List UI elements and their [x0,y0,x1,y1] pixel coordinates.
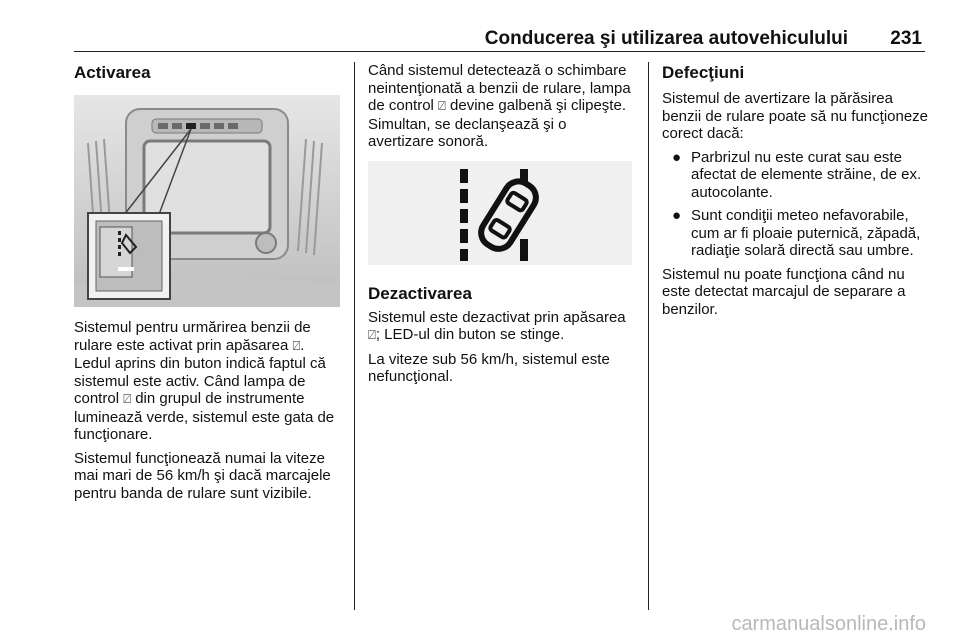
column-warning [368,62,636,392]
list-item [662,149,930,202]
lane-assist-icon: ⍁ [438,99,446,114]
lane-assist-icon: ⍁ [292,338,301,354]
bullet-icon: ● [672,148,682,166]
heading-faults: Defecţiuni [662,63,745,82]
page-section-title: Conducerea şi utilizarea autovehiculului [484,28,848,49]
column-divider-1 [354,62,355,610]
heading-activation: Activarea [74,63,151,82]
page-header [0,0,960,52]
paragraph-activation-2: Sistemul funcţionează numai la viteze mai mari de 56 km/h şi dacă marcajele pentru banda de rulare sunt vizibile. [74,449,331,502]
page-number: 231 [890,28,922,49]
paragraph-warning [368,62,636,151]
bullet-icon: ● [672,207,682,224]
text-span: Sistemul este dezactivat prin apăsarea [368,308,626,326]
list-item-text: Sunt condiţii meteo nefavorabile, cum ar fi ploaie puternică, zăpadă, radiaţie solară directă sau umbre. [691,207,921,259]
text-span: . Ledul aprins din buton indică faptul că sistemul este activ. Când lampa de control [74,336,326,407]
lane-assist-icon: ⍁ [123,392,132,407]
header-rule [74,51,925,52]
paragraph-faults-intro: Sistemul de avertizare la părăsirea benzii de rulare poate să nu funcţioneze corect dacă: [662,90,929,142]
text-span: ; LED-ul din buton se stinge. [375,326,565,343]
text-span: din grupul de instrumente luminează verde, sistemul este gata de funcţionare. [74,390,335,443]
text-span: Sistemul pentru urmărirea benzii de rulare este activat prin apăsarea [74,319,311,354]
heading-deactivation: Dezactivarea [368,283,472,303]
lane-assist-icon: ⍁ [368,328,376,343]
list-item-text: Parbrizul nu este curat sau este afectat de elemente străine, de ex. autocolante. [691,148,922,201]
text-span: devine galbenă şi clipeşte. Simultan, se declanşează şi o avertizare sonoră. [368,97,626,150]
paragraph-activation-1 [74,319,342,444]
list-item [662,207,930,260]
watermark: carmanualsonline.info [731,613,926,635]
column-divider-2 [648,62,649,610]
paragraph-deactivation [368,309,636,345]
column-faults [662,62,930,324]
paragraph-speed-limit: La viteze sub 56 km/h, sistemul este nefuncţional. [368,350,610,385]
text-span: Când sistemul detectează o schimbare neintenţionată a benzii de rulare, lampa de control [368,62,631,114]
faults-list [662,149,930,260]
column-activation [74,62,342,508]
dashboard-button-illustration [74,95,340,307]
lane-departure-symbol [368,161,632,265]
paragraph-faults-outro: Sistemul nu poate funcţiona când nu este detectat marcajul de separare a benzilor. [662,265,906,318]
